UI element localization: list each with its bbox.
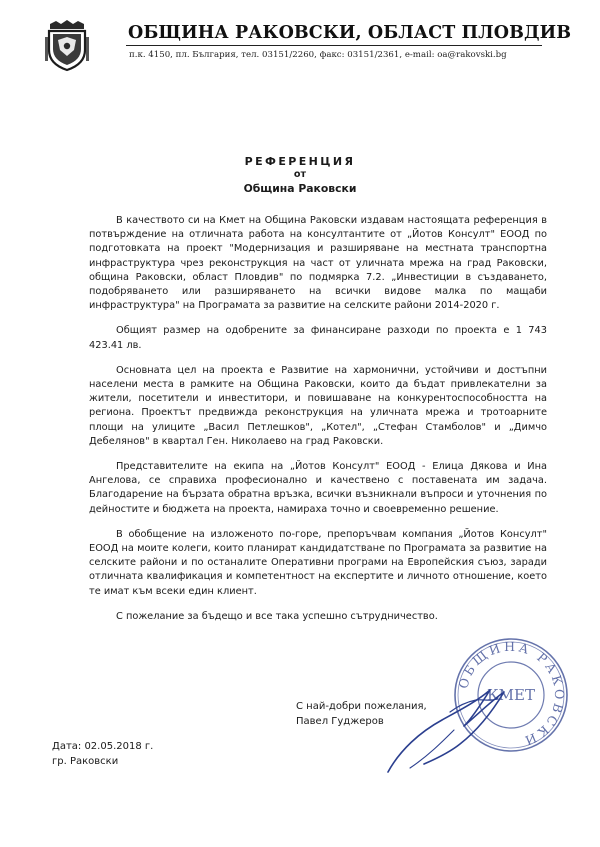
letterhead-title: ОБЩИНА РАКОВСКИ, ОБЛАСТ ПЛОВДИВ [128, 23, 572, 43]
document-title: РЕФЕРЕНЦИЯ [244, 155, 356, 168]
letter-body [89, 214, 547, 635]
letterhead-divider [126, 45, 542, 46]
paragraph: Представителите на екипа на „Йотов Консулт" ЕООД - Елица Дякова и Ина Ангелова, се справиха професионално и качествено с поставената им задача. Благодарение на бързата обратна връзка, всички възникнали въпроси и уточнения по дейностите и бюджета на проекта, намираха точно и своевременно решение. [89, 461, 547, 515]
paragraph: Общият размер на одобрените за финансиране разходи по проекта е 1 743 423.41 лв. [89, 325, 547, 351]
coat-of-arms-icon [44, 20, 90, 72]
document-place: гр. Раковски [52, 755, 119, 767]
document-date: Дата: 02.05.2018 г. [52, 741, 154, 752]
handwritten-signature-icon [380, 672, 520, 778]
document-from: от [293, 169, 307, 180]
letterhead-contact: п.к. 4150, пл. България, тел. 03151/2260, факс: 03151/2361, e-mail: oa@rakovski.bg [129, 50, 507, 60]
paragraph: В обобщение на изложеното по-горе, препоръчвам компания „Йотов Консулт" ЕООД на моите колеги, които планират кандидатстване по Програмата за развитие на селските райони и по останалите Оперативни програми на Европейския съюз, заради отличната квалификация и компетентност на експертите и личното отношение, което те имат към всеки един клиент. [89, 528, 547, 597]
stamp-center-text: КМЕТ [487, 686, 535, 704]
document-issuer: Община Раковски [243, 182, 357, 195]
paragraph: Основната цел на проекта е Развитие на хармонични, устойчиви и достъпни населени места в рамките на Община Раковски, които да бъдат привлекателни за жители, посетители и инвеститори, и повишаване на конкурентоспособността на региона. Проектът предвижда реконструкция на уличната мрежа и тротоарните площи на улиците „Васил Петлешков", „Котел", „Стефан Стамболов" и „Димчо Дебелянов" в квартал Ген. Николаево на град Раковски. [89, 364, 547, 447]
paragraph: В качеството си на Кмет на Община Раковски издавам настоящата референция в потвърждение на отличната работа на консултантите от „Йотов Консулт" ЕООД по подготовката на проект "Модернизация и разширяване на местната транспортна инфраструктура чрез реконструкция на част от уличната мрежа на град Раковски, община Раковски, област Пловдив" по подмярка 7.2. „Инвестиции в създаването, подобряването или разширяването на всички видове малка по мащаби инфраструктура" на Програмата за развитие на селските райони 2014-2020 г. [89, 215, 547, 312]
signer-name: Павел Гуджеров [296, 715, 384, 727]
stamp-ring-text: ОБЩИНА РАКОВСКИ [455, 638, 568, 750]
date-block [52, 740, 153, 769]
paragraph: С пожелание за бъдещо и все така успешно сътрудничество. [116, 610, 438, 622]
closing-greeting: С най-добри пожелания, [296, 701, 427, 712]
